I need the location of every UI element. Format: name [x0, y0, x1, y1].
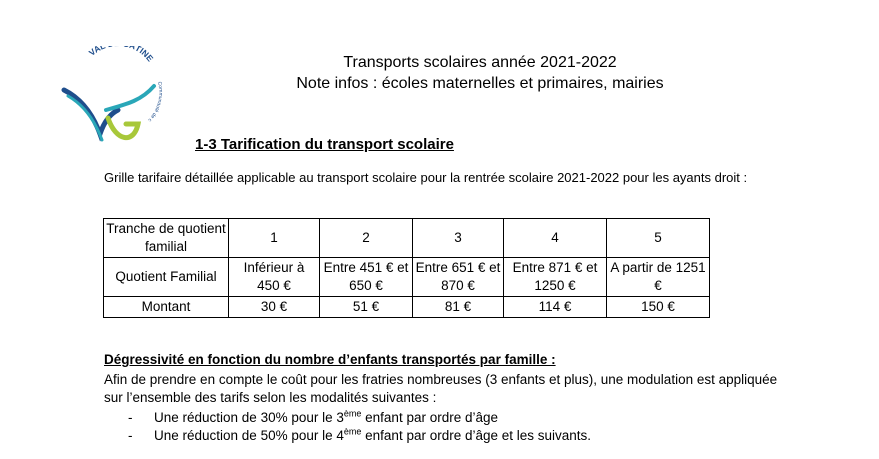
dash-bullet-icon: - — [128, 428, 133, 443]
table-cell: A partir de 1251 € — [607, 258, 710, 297]
header-subtitle: Note infos : écoles maternelles et primaires, mairies — [296, 75, 664, 92]
svg-text:Communauté de communes: Communauté de c — [146, 81, 164, 123]
table-cell: 1 — [229, 219, 320, 258]
table-cell: Montant — [104, 297, 229, 318]
list-item — [128, 427, 768, 445]
table-cell: 81 € — [413, 297, 504, 318]
table-cell: 114 € — [504, 297, 607, 318]
val-de-gatine-logo — [58, 46, 188, 156]
ordinal-suffix: ème — [343, 408, 362, 419]
table-cell: 3 — [413, 219, 504, 258]
table-cell: Entre 651 € et 870 € — [413, 258, 504, 297]
list-item-text: enfant par ordre d’âge — [361, 410, 499, 425]
table-cell: Entre 451 € et 650 € — [320, 258, 413, 297]
document-header — [250, 52, 710, 94]
degressivity-paragraph: Afin de prendre en compte le coût pour les fratries nombreuses (3 enfants et plus), une modulation est appliquée sur l’ensemble des tarifs selon les modalités suivantes : — [104, 372, 778, 405]
table-cell: 150 € — [607, 297, 710, 318]
table-cell: 2 — [320, 219, 413, 258]
table-cell: 51 € — [320, 297, 413, 318]
table-cell: Quotient Familial — [104, 258, 229, 297]
table-row — [104, 258, 710, 297]
list-item-text: Une réduction de 30% pour le 3 — [154, 410, 344, 425]
dash-bullet-icon: - — [128, 410, 133, 425]
table-cell: 30 € — [229, 297, 320, 318]
degressivity-title: Dégressivité en fonction du nombre d’enfants transportés par famille : — [104, 352, 556, 367]
table-row — [104, 219, 710, 258]
table-cell: 5 — [607, 219, 710, 258]
svg-text:VAL DE GÂTINE: VAL TINE — [86, 46, 156, 64]
list-item — [128, 409, 768, 427]
reduction-list — [128, 409, 768, 445]
table-cell: 4 — [504, 219, 607, 258]
table-cell: Inférieur à 450 € — [229, 258, 320, 297]
table-cell: Entre 871 € et 1250 € — [504, 258, 607, 297]
table-cell: Tranche de quotient familial — [104, 219, 229, 258]
tariff-table — [103, 218, 710, 318]
list-item-text: enfant par ordre d’âge et les suivants. — [361, 428, 592, 443]
table-row — [104, 297, 710, 318]
list-item-text: Une réduction de 50% pour le 4 — [154, 428, 344, 443]
ordinal-suffix: ème — [343, 426, 362, 437]
header-title: Transports scolaires année 2021-2022 — [343, 54, 617, 71]
intro-paragraph: Grille tarifaire détaillée applicable au transport scolaire pour la rentrée scolaire 2021-2022 pour les ayants droit : — [104, 170, 748, 185]
section-title: 1-3 Tarification du transport scolaire — [195, 136, 454, 153]
